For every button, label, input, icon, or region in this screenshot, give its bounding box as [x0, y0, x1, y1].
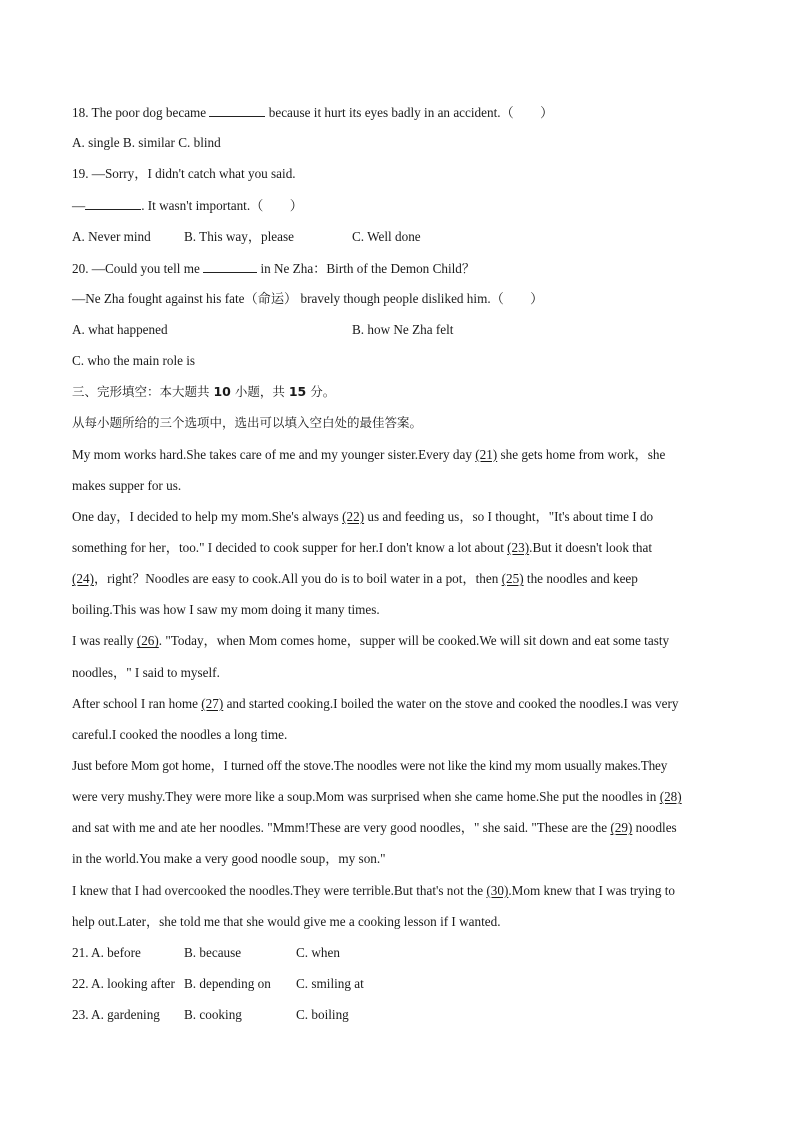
q22-option-a: 22. A. looking after	[72, 975, 175, 991]
blank-29: (29)	[610, 820, 633, 836]
passage-line	[72, 539, 732, 570]
passage-line	[72, 819, 732, 850]
passage-text: in the world.You make a very good noodle soup，my son."	[72, 851, 386, 867]
passage-text: .But it doesn't look that	[529, 539, 653, 555]
passage-line	[72, 695, 732, 726]
section-heading-a: 三、完形填空：本大题共	[72, 384, 214, 400]
passage-text: I was really	[72, 633, 137, 649]
passage-text: and started cooking.I boiled the water on the stove and cooked the noodles.I was very	[223, 695, 679, 711]
passage-line	[72, 477, 732, 508]
q20-line2: —Ne Zha fought against his fate（命运） bravely though people disliked him.（ ）	[72, 290, 544, 306]
question-23-options	[72, 1006, 732, 1037]
section-heading-b: 小题，共	[230, 384, 289, 400]
passage-line	[72, 632, 732, 663]
section-question-count: 10	[213, 384, 231, 400]
question-20-options-row1	[72, 321, 732, 352]
question-19-reply	[72, 196, 732, 227]
passage-line	[72, 913, 732, 944]
question-20-options-row2	[72, 352, 732, 383]
passage-text: ，right？Noodles are easy to cook.All you do is to boil water in a pot，then	[93, 571, 502, 587]
passage-text: careful.I cooked the noodles a long time.	[72, 726, 288, 742]
q19-line2-prefix: —	[72, 198, 86, 214]
blank-24: (24)	[72, 571, 94, 587]
passage-text: makes supper for us.	[72, 477, 182, 493]
passage-text: something for her，too." I decided to cook supper for her.I don't know a lot about	[72, 539, 508, 555]
question-20-reply	[72, 290, 732, 321]
question-21-options	[72, 944, 732, 975]
blank-22: (22)	[342, 508, 365, 524]
q21-option-c: C. when	[296, 944, 340, 960]
blank-26: (26)	[136, 633, 159, 649]
q18-options: A. single B. similar C. blind	[72, 135, 221, 151]
question-22-options	[72, 975, 732, 1006]
answer-blank	[85, 196, 141, 210]
passage-text: My mom works hard.She takes care of me and my younger sister.Every day	[72, 446, 476, 462]
passage-line	[72, 508, 732, 539]
q18-stem-after: because it hurt its eyes badly in an accident.（ ）	[265, 105, 554, 120]
q19-option-c: C. Well done	[352, 228, 421, 244]
q19-line2-after: . It wasn't important.（ ）	[141, 198, 303, 214]
blank-21: (21)	[475, 446, 498, 462]
q22-option-b: B. depending on	[184, 975, 271, 991]
q20-line1-before: 20. —Could you tell me	[72, 260, 204, 276]
blank-27: (27)	[201, 695, 224, 711]
blank-25: (25)	[501, 571, 524, 587]
passage-line	[72, 446, 732, 477]
passage-text: One day，I decided to help my mom.She's always	[72, 508, 343, 524]
section-heading	[72, 383, 732, 414]
answer-blank	[209, 103, 265, 117]
passage-line	[72, 601, 732, 632]
blank-28: (28)	[659, 789, 682, 805]
question-19-options	[72, 228, 732, 259]
blank-30: (30)	[486, 882, 509, 898]
question-18-stem	[72, 103, 732, 134]
section-instruction	[72, 414, 732, 445]
passage-text: noodles	[632, 820, 677, 836]
passage-text: After school I ran home	[72, 695, 202, 711]
q21-option-b: B. because	[184, 944, 242, 960]
passage-text: the noodles and keep	[523, 571, 638, 587]
question-19-stem	[72, 165, 732, 196]
q19-option-b: B. This way，please	[184, 228, 295, 244]
passage-line	[72, 757, 732, 788]
answer-blank	[203, 259, 257, 273]
passage-line	[72, 882, 732, 913]
q20-line1-after: in Ne Zha：Birth of the Demon Child？	[257, 260, 476, 276]
passage-text: were very mushy.They were more like a soup.Mom was surprised when she came home.She put the noodles in	[72, 789, 660, 805]
q23-option-a: 23. A. gardening	[72, 1007, 160, 1023]
passage-text: . "Today，when Mom comes home，supper will be cooked.We will sit down and eat some tasty	[158, 633, 670, 649]
exam-page	[72, 103, 732, 1037]
passage-line	[72, 570, 732, 601]
q20-option-a: A. what happened	[72, 321, 168, 337]
passage-line	[72, 664, 732, 695]
question-18-options	[72, 134, 732, 165]
passage-line	[72, 726, 732, 757]
q19-option-a: A. Never mind	[72, 228, 151, 244]
passage-text: help out.Later，she told me that she would give me a cooking lesson if I wanted.	[72, 913, 501, 929]
q23-option-b: B. cooking	[184, 1007, 242, 1023]
q20-option-b: B. how Ne Zha felt	[352, 321, 454, 337]
section-heading-c: 分。	[306, 384, 336, 400]
section-score: 15	[288, 384, 307, 400]
passage-text: .Mom knew that I was trying to	[508, 882, 675, 898]
q23-option-c: C. boiling	[296, 1007, 349, 1023]
blank-23: (23)	[507, 539, 530, 555]
q22-option-c: C. smiling at	[296, 975, 364, 991]
passage-text: Just before Mom got home，I turned off the stove.The noodles were not like the kind my mom usually makes.They	[72, 757, 668, 773]
passage-text: us and feeding us，so I thought，"It's about time I do	[364, 508, 654, 524]
passage-line	[72, 850, 732, 881]
q18-stem-before: 18. The poor dog became	[72, 105, 210, 120]
section-instruction-text: 从每小题所给的三个选项中，选出可以填入空白处的最佳答案。	[72, 415, 423, 431]
passage-line	[72, 788, 732, 819]
passage-text: boiling.This was how I saw my mom doing it many times.	[72, 602, 380, 618]
passage-text: noodles，" I said to myself.	[72, 664, 220, 680]
passage-text: and sat with me and ate her noodles. "Mmm!These are very good noodles，" she said. "These are the	[72, 820, 611, 836]
q19-line1: 19. —Sorry，I didn't catch what you said.	[72, 166, 296, 182]
passage-text: she gets home from work，she	[497, 446, 666, 462]
passage-text: I knew that I had overcooked the noodles.They were terrible.But that's not the	[72, 882, 487, 898]
question-20-stem	[72, 259, 732, 290]
q21-option-a: 21. A. before	[72, 944, 141, 960]
q20-option-c: C. who the main role is	[72, 353, 196, 369]
